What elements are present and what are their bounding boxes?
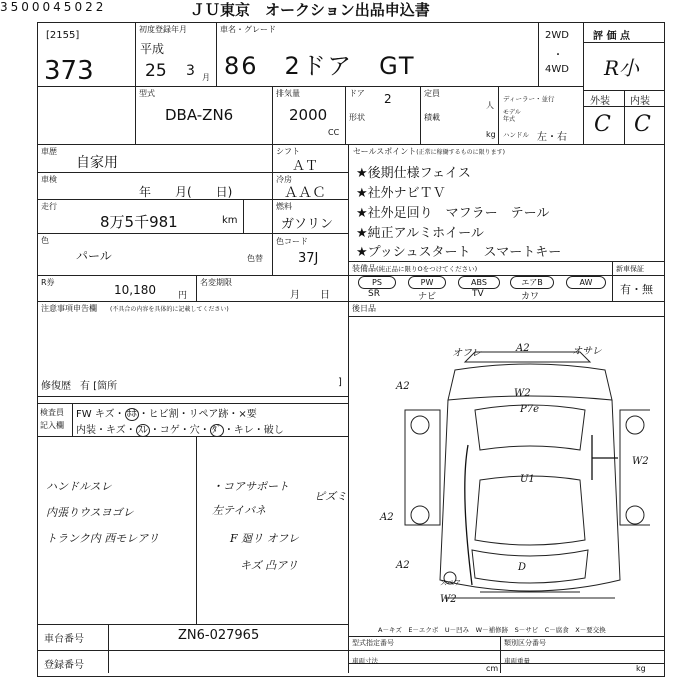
color-label: 色: [41, 236, 49, 245]
shape-label: 形状: [349, 113, 365, 122]
dealer-label: ディーラー・並行: [503, 95, 555, 103]
reg-number-label: 登録番号: [44, 660, 84, 671]
diag-d: D: [518, 562, 527, 573]
equip-leather: カワ: [521, 292, 540, 302]
interior-grade: C: [634, 112, 651, 137]
handle-label: ハンドル: [503, 131, 529, 139]
exterior-label: 外装: [590, 96, 610, 107]
load-unit: kg: [486, 130, 496, 139]
lot-number: 373: [44, 56, 94, 86]
registration-era: 平成: [140, 42, 165, 56]
equip-pw: PW: [408, 276, 446, 289]
serial-number: 3500045022: [0, 0, 107, 14]
fw-circled: ﾎﾎ: [126, 409, 137, 420]
registration-month: 3: [186, 63, 195, 79]
handle-value: 左・右: [537, 132, 567, 143]
hw-left-1: 内張りウスヨゴレ: [46, 506, 134, 519]
model-year-label: モデル 年式: [503, 109, 521, 123]
equip-abs: ABS: [458, 276, 500, 289]
model-type-value: DBA-ZN6: [165, 106, 234, 124]
dimensions-label: 車両寸法: [352, 657, 378, 665]
sales-points-label: [353, 146, 505, 157]
diag-top-left: オフレ: [452, 348, 482, 359]
car-name-label: 車名・グレード: [220, 25, 276, 34]
mileage-value: 8万5千981: [100, 213, 178, 231]
shift-value: ＡＴ: [292, 159, 319, 174]
sales-points-sub: (正常に稼働するものに限ります): [416, 149, 505, 156]
diag-w2-right: W2: [632, 456, 649, 467]
doors-label: ドア: [349, 89, 365, 98]
notes-sub: (不具合の内容を具体的に記載してください): [110, 306, 229, 313]
equip-navi: ナビ: [418, 292, 437, 302]
damage-legend: A－キズ E－エクボ U－凹み W－補修跡 S－サビ C－腐食 X－要交換: [378, 626, 606, 634]
fuel-value: ガソリン: [281, 217, 334, 232]
diag-spare: スペア: [440, 579, 461, 587]
mileage-label: 走行: [41, 202, 57, 211]
repair-close: ]: [338, 377, 342, 388]
after-items-label: 後日品: [352, 304, 376, 313]
in-circled-1: ｽﾚ: [137, 425, 148, 436]
dimensions-cm: cm: [486, 664, 499, 673]
diag-p7e: P7e: [520, 404, 540, 415]
inspection-value: 年 月( 日): [139, 185, 233, 199]
usage-label: 車歴: [41, 147, 57, 156]
diag-top-mid: A2: [516, 343, 530, 354]
aircon-value: ＡＡＣ: [284, 185, 326, 201]
capacity-unit: 人: [486, 101, 494, 110]
sales-points-title: セールスポイント: [353, 147, 417, 156]
chassis-label: 車台番号: [44, 634, 84, 645]
recycle-label: R券: [41, 278, 55, 287]
warranty-value: 月 日: [290, 290, 330, 301]
color-value: パール: [76, 249, 112, 263]
mileage-unit: km: [222, 215, 238, 226]
equipment-label: [352, 263, 477, 274]
type-designation-label: 型式指定番号: [352, 639, 394, 647]
inspector-fw-row: [76, 405, 257, 420]
hw-right-0: ・コアサポート: [212, 480, 289, 493]
equip-ps: PS: [358, 276, 396, 289]
diag-a2-left-2: A2: [380, 512, 394, 523]
diag-top-right: オサレ: [572, 346, 602, 357]
inspector-label: 検査員 記入欄: [40, 408, 64, 430]
capacity-label: 定員: [424, 89, 440, 98]
diag-a2-left-3: A2: [396, 560, 410, 571]
diag-a2-left: A2: [396, 381, 410, 392]
car-name-value: 86 2ドア GT: [224, 52, 416, 80]
equip-tv: TV: [472, 289, 484, 299]
hw-right-3: F 廻リ オフレ: [230, 532, 299, 545]
repair-label: 修復歴: [41, 381, 71, 392]
drive-dot: ・: [553, 50, 563, 61]
recycle-value: 10,180: [114, 283, 156, 297]
equip-aw: AW: [566, 276, 606, 289]
fw-rest: ・ヒビ割・リペア跡・×要: [138, 409, 257, 420]
shift-label: シフト: [276, 147, 300, 156]
inspection-label: 車検: [41, 175, 57, 184]
equipment-sub: (純正品に限りOをつけてください): [376, 265, 478, 273]
displacement-label: 排気量: [276, 89, 300, 98]
sales-point-2: ★社外足回り マフラー テール: [356, 206, 550, 221]
drive-2wd: 2WD: [545, 30, 569, 41]
form-title: ＪＵ東京 オークション出品申込書: [190, 1, 430, 19]
equip-sr: SR: [368, 289, 380, 299]
registration-year: 25: [145, 61, 167, 81]
color-code-label: 色コード: [276, 237, 308, 246]
displacement-unit: CC: [328, 128, 340, 137]
diag-u1: U1: [520, 474, 535, 485]
hw-right-1: 左テイバネ: [212, 504, 267, 517]
warranty-label: 名変期限: [200, 278, 232, 287]
in-circled-2: ﾀﾞ: [211, 425, 222, 436]
aircon-label: 冷房: [276, 175, 292, 184]
hw-left-2: トランク内 西モレアリ: [46, 532, 159, 545]
diag-w2-top: W2: [514, 388, 531, 399]
repair-value: 有 [箇所: [80, 381, 118, 392]
hw-left-0: ハンドルスレ: [46, 480, 112, 493]
fw-text: FW キズ・: [76, 409, 125, 420]
load-label: 積載: [424, 113, 440, 122]
diag-w2-bottom: W2: [440, 594, 457, 605]
sales-point-1: ★社外ナビＴＶ: [356, 186, 446, 201]
color-tone-label: 色替: [247, 254, 263, 263]
fuel-label: 燃料: [276, 202, 292, 211]
weight-label: 車両重量: [504, 657, 530, 665]
hw-right-4: キズ 凸アリ: [240, 559, 298, 572]
evaluation-score: R小: [604, 56, 640, 80]
color-code-value: 37J: [298, 251, 319, 266]
model-type-label: 型式: [139, 89, 155, 98]
interior-label: 内装: [630, 96, 650, 107]
drive-4wd: 4WD: [545, 64, 569, 75]
category-label: 類別区分番号: [504, 639, 546, 647]
sales-point-4: ★プッシュスタート スマートキー: [356, 245, 562, 260]
hw-right-2: ピズミ: [314, 490, 347, 503]
weight-kg: kg: [636, 664, 646, 673]
usage-value: 自家用: [76, 155, 118, 171]
exterior-grade: C: [594, 112, 611, 137]
equipment-title: 装備品: [352, 264, 376, 273]
evaluation-label: 評 価 点: [593, 31, 630, 42]
sales-point-0: ★後期仕様フェイス: [356, 166, 471, 181]
registration-month-unit: 月: [202, 73, 210, 82]
in-rest: ・キレ・破し: [223, 425, 284, 436]
doors-value: 2: [384, 92, 392, 106]
sales-point-3: ★純正アルミホイール: [356, 226, 484, 241]
new-warranty-label: 新車保証: [616, 265, 644, 273]
registration-label: 初度登録年月: [139, 25, 187, 34]
in-mid: ・コゲ・穴・: [149, 425, 210, 436]
displacement-value: 2000: [289, 106, 328, 124]
inspector-interior-row: [76, 421, 284, 436]
new-warranty-value: 有・無: [620, 283, 653, 296]
notes-label: 注意事項申告欄: [41, 304, 97, 313]
recycle-unit: 円: [178, 291, 188, 301]
in-text: 内装・キズ・: [76, 425, 136, 436]
chassis-value: ZN6-027965: [178, 628, 260, 643]
equip-airbag: エアB: [510, 276, 554, 289]
lot-code: [2155]: [46, 30, 80, 41]
car-damage-diagram: [380, 340, 650, 620]
